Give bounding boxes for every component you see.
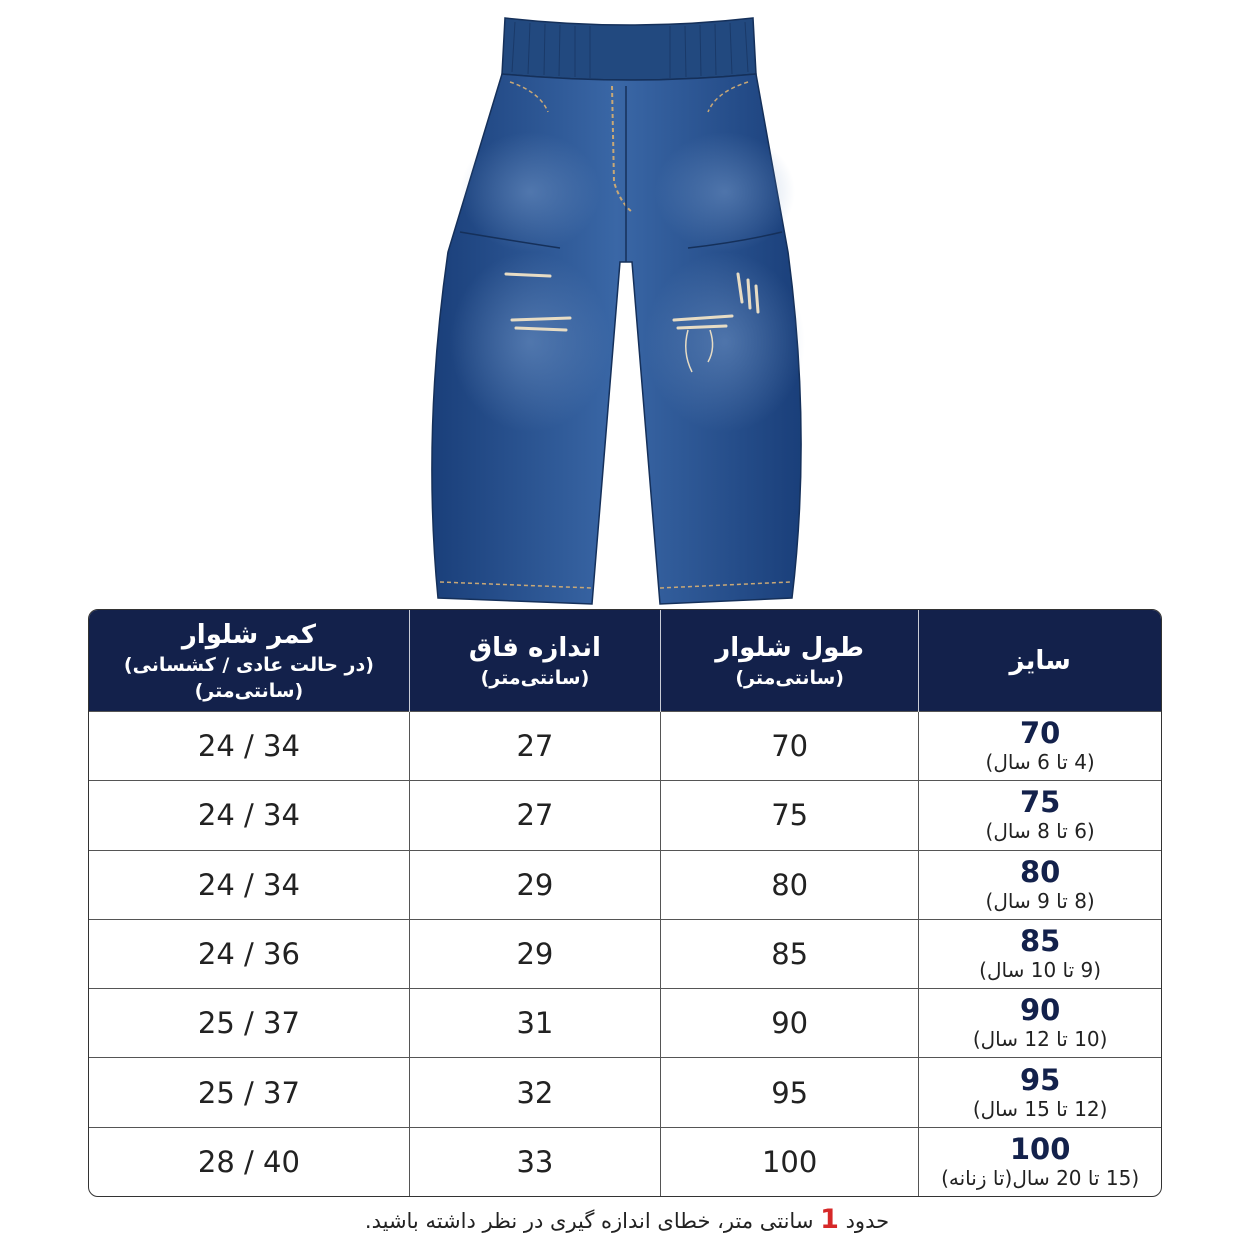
waist-cell xyxy=(89,989,409,1058)
waist-value: 25 / 37 xyxy=(197,1075,300,1110)
header-waist xyxy=(89,610,409,712)
table-row xyxy=(89,989,1161,1058)
length-cell: 70 xyxy=(661,712,919,781)
header-waist-note: (در حالت عادی / کشسانی) xyxy=(123,653,374,676)
size-age-range: (12 تا 15 سال) xyxy=(972,1096,1108,1121)
size-age-range: (4 تا 6 سال) xyxy=(985,750,1095,775)
waist-cell xyxy=(89,1058,409,1127)
waist-cell xyxy=(89,1127,409,1196)
size-number: 85 xyxy=(1019,924,1061,959)
waist-cell xyxy=(89,781,409,850)
length-cell: 80 xyxy=(661,850,919,919)
table-row xyxy=(89,850,1161,919)
size-age-range: (8 تا 9 سال) xyxy=(985,888,1095,913)
size-cell xyxy=(919,850,1161,919)
length-cell: 95 xyxy=(661,1058,919,1127)
size-number: 100 xyxy=(1009,1131,1071,1166)
size-cell xyxy=(919,919,1161,988)
waist-cell xyxy=(89,712,409,781)
rise-cell: 32 xyxy=(409,1058,660,1127)
length-cell: 100 xyxy=(661,1127,919,1196)
header-length-label: طول شلوار xyxy=(715,632,865,663)
header-waist-label: کمر شلوار xyxy=(181,619,316,650)
waist-cell xyxy=(89,850,409,919)
rise-cell: 29 xyxy=(409,850,660,919)
header-rise-unit: (سانتی‌متر) xyxy=(480,666,590,689)
size-cell xyxy=(919,989,1161,1058)
size-number: 90 xyxy=(1019,993,1061,1028)
rise-cell: 29 xyxy=(409,919,660,988)
header-rise-label: اندازه فاق xyxy=(468,632,601,663)
waist-cell xyxy=(89,919,409,988)
waist-value: 28 / 40 xyxy=(197,1144,300,1179)
size-number: 70 xyxy=(1019,716,1061,751)
size-table xyxy=(89,610,1161,1196)
header-size-label: سایز xyxy=(1009,645,1071,676)
rise-cell: 27 xyxy=(409,781,660,850)
length-cell: 85 xyxy=(661,919,919,988)
table-row xyxy=(89,1058,1161,1127)
note-text-before: حدود xyxy=(838,1209,890,1233)
size-cell xyxy=(919,1058,1161,1127)
waist-value: 25 / 37 xyxy=(197,1006,300,1041)
size-number: 95 xyxy=(1019,1062,1061,1097)
size-age-range: (6 تا 8 سال) xyxy=(985,819,1095,844)
table-row xyxy=(89,712,1161,781)
waist-value: 24 / 34 xyxy=(197,798,300,833)
table-header-row xyxy=(89,610,1161,712)
table-row xyxy=(89,1127,1161,1196)
header-rise xyxy=(409,610,660,712)
denim-jeans-photo xyxy=(420,12,840,608)
size-chart-table xyxy=(88,609,1162,1197)
length-cell: 75 xyxy=(661,781,919,850)
header-length-unit: (سانتی‌متر) xyxy=(735,666,844,689)
size-age-range: (10 تا 12 سال) xyxy=(972,1027,1108,1052)
rise-cell: 33 xyxy=(409,1127,660,1196)
table-row xyxy=(89,919,1161,988)
table-row xyxy=(89,781,1161,850)
length-cell: 90 xyxy=(661,989,919,1058)
size-cell xyxy=(919,1127,1161,1196)
size-number: 75 xyxy=(1019,785,1061,820)
waist-value: 24 / 34 xyxy=(197,729,300,764)
waist-value: 24 / 34 xyxy=(197,867,300,902)
header-waist-unit: (سانتی‌متر) xyxy=(194,679,304,702)
note-text-after: سانتی متر، خطای اندازه گیری در نظر داشته باشید. xyxy=(364,1209,821,1233)
waist-value: 24 / 36 xyxy=(197,937,300,972)
note-error-value: 1 xyxy=(820,1204,839,1235)
rise-cell: 27 xyxy=(409,712,660,781)
size-age-range: (15 تا 20 سال(تا زنانه) xyxy=(941,1165,1140,1190)
size-number: 80 xyxy=(1019,854,1061,889)
header-pants-length xyxy=(661,610,919,712)
size-cell xyxy=(919,781,1161,850)
rise-cell: 31 xyxy=(409,989,660,1058)
size-age-range: (9 تا 10 سال) xyxy=(979,958,1102,983)
header-size xyxy=(919,610,1161,712)
size-cell xyxy=(919,712,1161,781)
measurement-error-note xyxy=(0,1204,1254,1235)
